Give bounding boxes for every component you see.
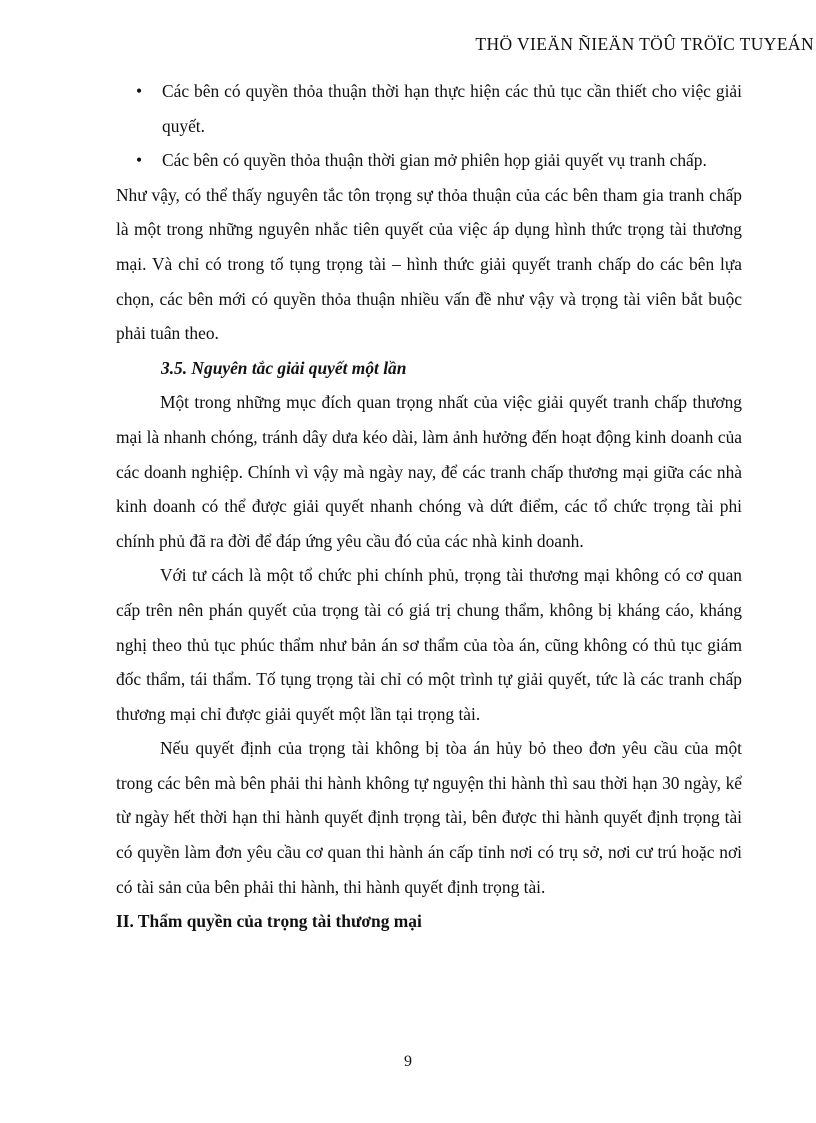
page-header: THÖ VIEÄN ÑIEÄN TÖÛ TRÖÏC TUYEÁN xyxy=(475,34,814,54)
list-item xyxy=(116,143,742,178)
bullet-icon: • xyxy=(136,81,143,101)
bullet-list xyxy=(116,74,742,178)
section-heading: 3.5. Nguyên tắc giải quyết một lần xyxy=(161,357,407,378)
bullet-icon: • xyxy=(136,150,143,171)
list-item xyxy=(116,74,742,143)
page-number: 9 xyxy=(404,1053,412,1070)
paragraph: Như vậy, có thể thấy nguyên tắc tôn trọng sự thỏa thuận của các bên tham gia tranh chấp là một trong những nguyên nhắc tiên quyết của việc áp dụng hình thức trọng tài thương mại. Và chỉ có trong tố tụng trọng tài – hình thức giải quyết tranh chấp do các bên lựa chọn, các bên mới có quyền thỏa thuận nhiều vấn đề như vậy và trọng tài viên bắt buộc phải tuân theo. xyxy=(116,184,742,344)
bullet-text: Các bên có quyền thỏa thuận thời gian mở phiên họp giải quyết vụ tranh chấp. xyxy=(162,150,707,171)
paragraph: Một trong những mục đích quan trọng nhất của việc giải quyết tranh chấp thương mại là nhanh chóng, tránh dây dưa kéo dài, làm ảnh hưởng đến hoạt động kinh doanh của các doanh nghiệp. Chính vì vậy mà ngày nay, để các tranh chấp thương mại giữa các nhà kinh doanh có thể được giải quyết nhanh chóng và dứt điểm, các tổ chức trọng tài phi chính phủ đã ra đời để đáp ứng yêu cầu đó của các nhà kinh doanh. xyxy=(116,392,742,551)
paragraph: Với tư cách là một tổ chức phi chính phủ, trọng tài thương mại không có cơ quan cấp trên nên phán quyết của trọng tài có giá trị chung thẩm, không bị kháng cáo, kháng nghị theo thủ tục phúc thẩm như bản án sơ thẩm của tòa án, cũng không có thủ tục giám đốc thẩm, tái thẩm. Tố tụng trọng tài chỉ có một trình tự giải quyết, tức là các tranh chấp thương mại chỉ được giải quyết một lần tại trọng tài. xyxy=(116,565,742,724)
paragraph: Nếu quyết định của trọng tài không bị tòa án hủy bỏ theo đơn yêu cầu của một trong các bên mà bên phải thi hành không tự nguyện thi hành thì sau thời hạn 30 ngày, kể từ ngày hết thời hạn thi hành quyết định trọng tài, bên được thi hành quyết định trọng tài có quyền làm đơn yêu cầu cơ quan thi hành án cấp tỉnh nơi có trụ sở, nơi cư trú hoặc nơi có tài sản của bên phải thi hành, thi hành quyết định trọng tài. xyxy=(116,738,742,897)
chapter-heading: II. Thẩm quyền của trọng tài thương mại xyxy=(116,911,422,932)
page-body xyxy=(116,74,742,939)
bullet-text: Các bên có quyền thỏa thuận thời hạn thực hiện các thủ tục cần thiết cho việc giải quyết. xyxy=(162,81,742,136)
